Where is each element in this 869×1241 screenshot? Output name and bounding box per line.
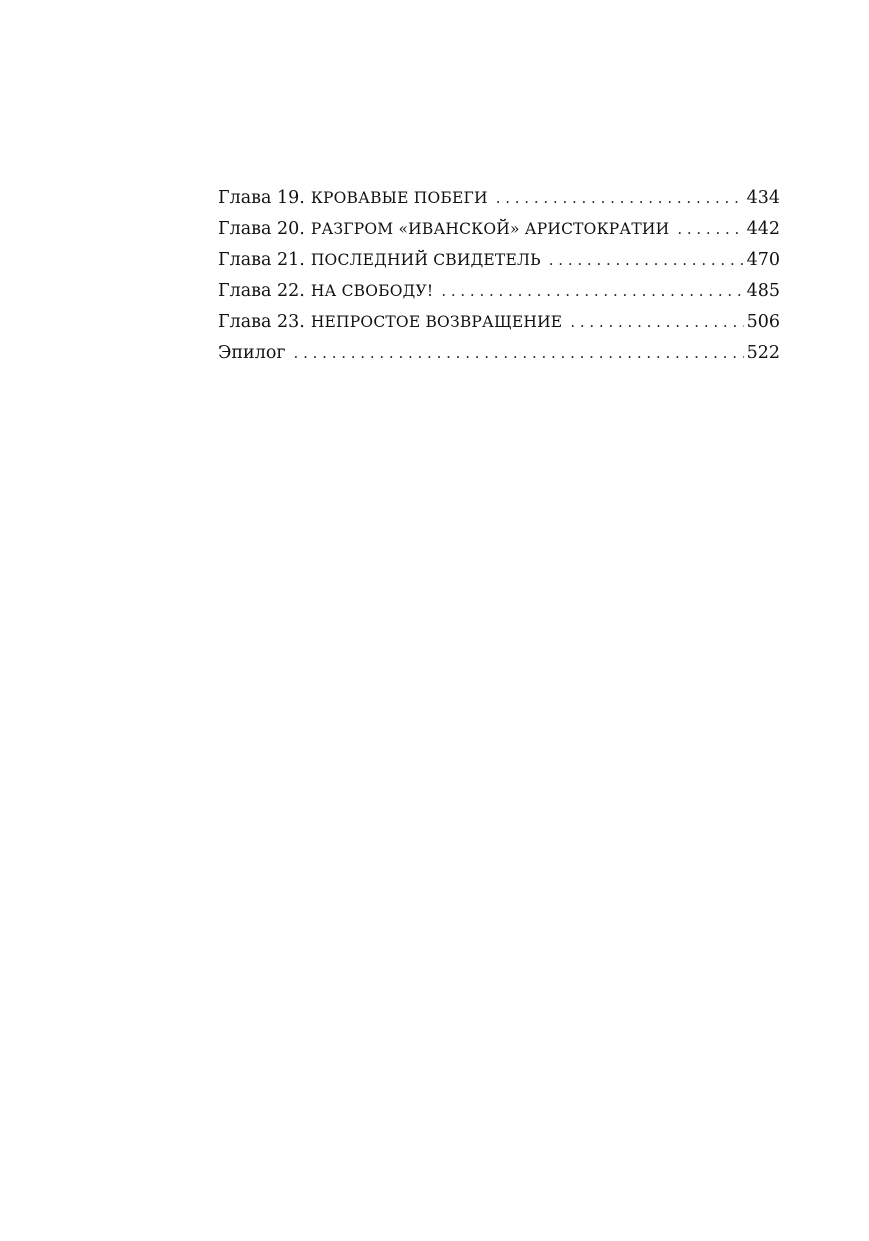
chapter-number: Глава 23. [218, 312, 305, 332]
page-number: 470 [746, 250, 780, 270]
toc-entry-chapter-22[interactable] [218, 276, 780, 307]
toc-entry-chapter-20[interactable] [218, 214, 780, 245]
dot-leader [677, 214, 743, 245]
dot-leader [496, 183, 744, 214]
epilogue-label: Эпилог [218, 343, 286, 363]
chapter-title: НА СВОБОДУ! [310, 282, 434, 300]
dot-leader [570, 307, 743, 338]
page-number: 434 [746, 188, 780, 208]
chapter-number: Глава 19. [218, 188, 305, 208]
page-number: 442 [746, 219, 780, 239]
page-number: 485 [746, 281, 780, 301]
chapter-title: РАЗГРОМ «ИВАНСКОЙ» АРИСТОКРАТИИ [310, 220, 670, 238]
toc-entry-epilogue[interactable] [218, 338, 780, 369]
dot-leader [549, 245, 744, 276]
chapter-number: Глава 21. [218, 250, 305, 270]
chapter-title: ПОСЛЕДНИЙ СВИДЕТЕЛЬ [310, 251, 541, 269]
chapter-title: НЕПРОСТОЕ ВОЗВРАЩЕНИЕ [310, 313, 563, 331]
toc-entry-chapter-21[interactable] [218, 245, 780, 276]
chapter-number: Глава 22. [218, 281, 305, 301]
chapter-number: Глава 20. [218, 219, 305, 239]
chapter-title: КРОВАВЫЕ ПОБЕГИ [310, 189, 488, 207]
dot-leader [441, 276, 743, 307]
toc-entry-chapter-23[interactable] [218, 307, 780, 338]
page-number: 506 [746, 312, 780, 332]
table-of-contents [218, 183, 780, 369]
page-number: 522 [746, 343, 780, 363]
toc-entry-chapter-19[interactable] [218, 183, 780, 214]
dot-leader [294, 338, 744, 369]
